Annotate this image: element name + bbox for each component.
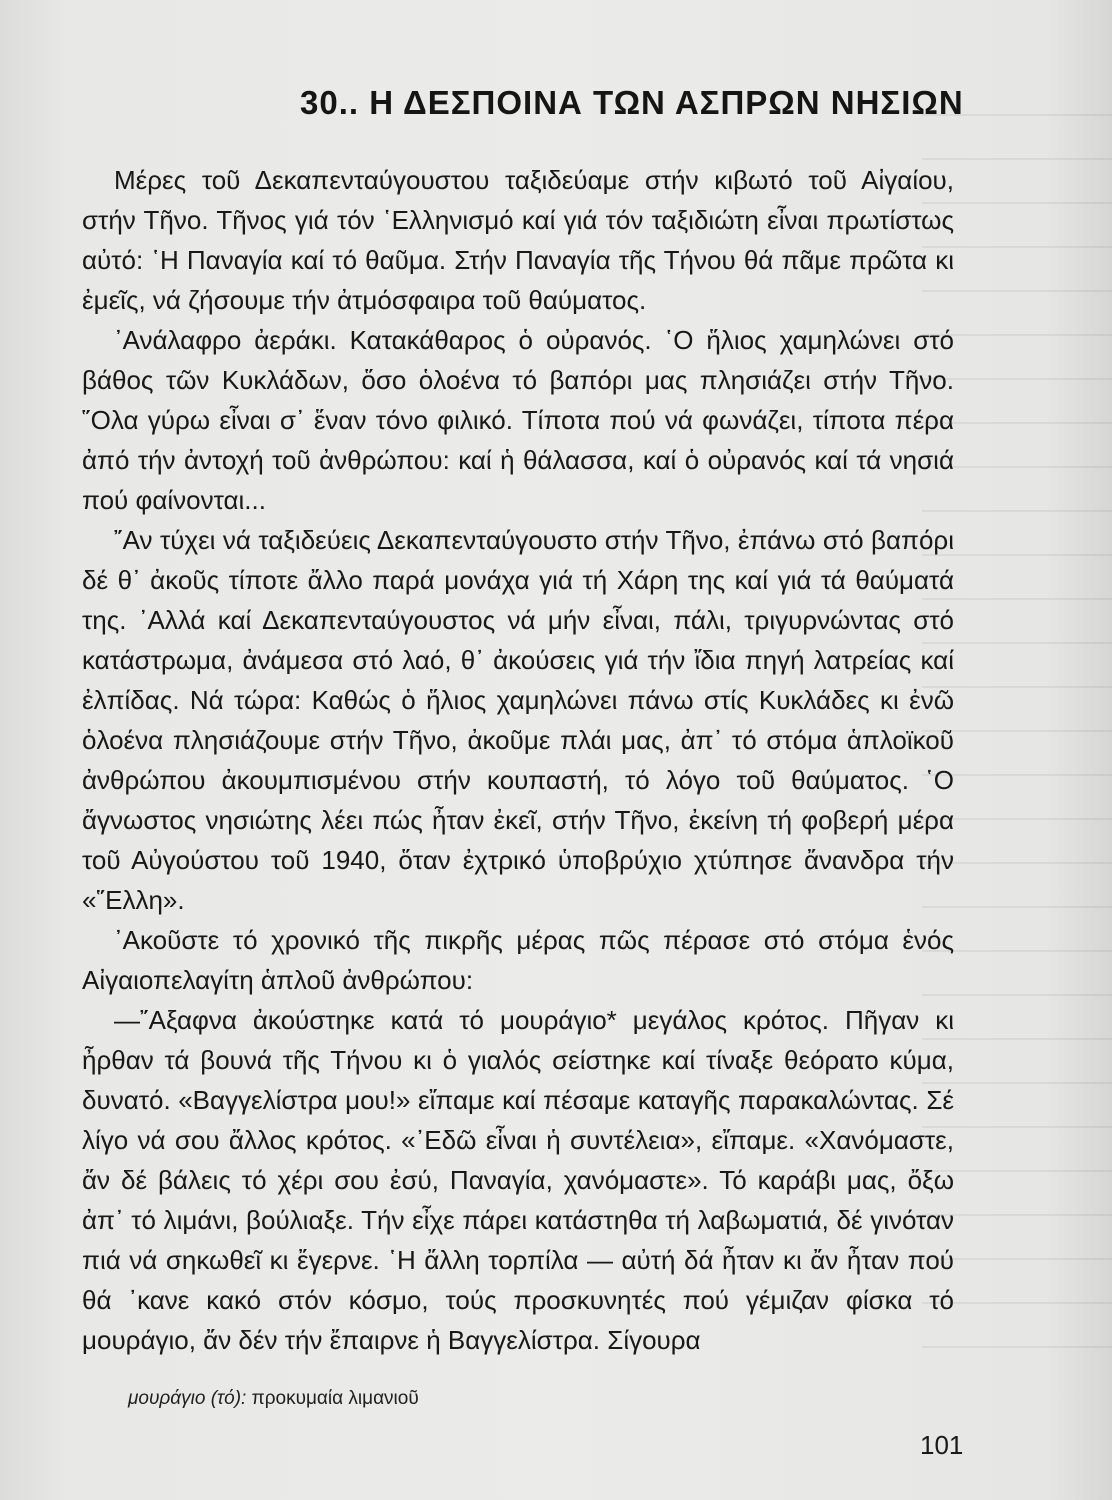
footnote-term: μουράγιο (τό): bbox=[128, 1388, 247, 1409]
paragraph: —῎Αξαφνα ἀκούστηκε κατά τό μουράγιο* μεγάλος κρότος. Πῆγαν κι ἦρθαν τά βουνά τῆς Τήνου κι ὁ γιαλός σείστηκε καί τίναξε θεόρατο κύμα, δυνατό. «Βαγγελίστρα μου!» εἴπαμε καί πέσαμε καταγῆς παρακαλώντας. Σέ λίγο νά σου ἄλλος κρότος. «᾿Εδῶ εἶναι ἡ συντέλεια», εἴπαμε. «Χανόμαστε, ἄν δέ βάλεις τό χέρι σου ἐσύ, Παναγία, χανόμαστε». Τό καράβι μας, ὄξω ἀπ᾿ τό λιμάνι, βούλιαξε. Τήν εἶχε πάρει κατάστηθα τή λαβωματιά, δέ γινόταν πιά νά σηκωθεῖ κι ἔγερνε. ῾Η ἄλλη τορπίλα — αὐτή δά ἦταν κι ἄν ἦταν πού θά ᾿κανε κακό στόν κόσμο, τούς προσκυνητές πού γέμιζαν φίσκα τό μουράγιο, ἄν δέν τήν ἔπαιρνε ἡ Βαγγελίστρα. Σίγουρα bbox=[82, 1005, 954, 1355]
page-number: 101 bbox=[920, 1430, 964, 1460]
chapter-title: 30.. Η ΔΕΣΠΟΙΝΑ ΤΩΝ ΑΣΠΡΩΝ ΝΗΣΙΩΝ bbox=[300, 84, 964, 121]
paragraph: Μέρες τοῦ Δεκαπενταύγουστου ταξιδεύαμε στήν κιβωτό τοῦ Αἰγαίου, στήν Τῆνο. Τῆνος γιά τόν ῾Ελληνισμό καί γιά τόν ταξιδιώτη εἶναι πρωτίστως αὐτό: ῾Η Παναγία καί τό θαῦμα. Στήν Παναγία τῆς Τήνου θά πᾶμε πρῶτα κι ἐμεῖς, νά ζήσουμε τήν ἀτμόσφαιρα τοῦ θαύματος. bbox=[82, 165, 954, 315]
footnote-definition: προκυμαία λιμανιοῦ bbox=[251, 1388, 419, 1409]
footnote bbox=[128, 1388, 419, 1410]
paragraph: ᾿Ακοῦστε τό χρονικό τῆς πικρῆς μέρας πῶς πέρασε στό στόμα ἑνός Αἰγαιοπελαγίτη ἁπλοῦ ἀνθρώπου: bbox=[82, 925, 954, 995]
paragraph: ᾿Ανάλαφρο ἀεράκι. Κατακάθαρος ὁ οὐρανός. ῾Ο ἥλιος χαμηλώνει στό βάθος τῶν Κυκλάδων, ὅσο ὁλοένα τό βαπόρι μας πλησιάζει στήν Τῆνο. ῞Ολα γύρω εἶναι σ᾿ ἕναν τόνο φιλικό. Τίποτα πού νά φωνάζει, τίποτα πέρα ἀπό τήν ἀντοχή τοῦ ἀνθρώπου: καί ἡ θάλασσα, καί ὁ οὐρανός καί τά νησιά πού φαίνονται... bbox=[82, 325, 954, 515]
body-text bbox=[82, 160, 954, 1360]
paragraph: ῎Αν τύχει νά ταξιδεύεις Δεκαπενταύγουστο στήν Τῆνο, ἐπάνω στό βαπόρι δέ θ᾿ ἀκοῦς τίποτε ἄλλο παρά μονάχα γιά τή Χάρη της καί γιά τά θαύματά της. ᾿Αλλά καί Δεκαπενταύγουστος νά μήν εἶναι, πάλι, τριγυρνώντας στό κατάστρωμα, ἀνάμεσα στό λαό, θ᾿ ἀκούσεις γιά τήν ἴδια πηγή λατρείας καί ἐλπίδας. Νά τώρα: Καθώς ὁ ἥλιος χαμηλώνει πάνω στίς Κυκλάδες κι ἐνῶ ὁλοένα πλησιάζουμε στήν Τῆνο, ἀκοῦμε πλάι μας, ἀπ᾿ τό στόμα ἁπλοϊκοῦ ἀνθρώπου ἀκουμπισμένου στήν κουπαστή, τό λόγο τοῦ θαύματος. ῾Ο ἄγνωστος νησιώτης λέει πώς ἦταν ἐκεῖ, στήν Τῆνο, ἐκείνη τή φοβερή μέρα τοῦ Αὐγούστου τοῦ 1940, ὅταν ἐχτρικό ὑποβρύχιο χτύπησε ἄνανδρα τήν «῞Ελλη». bbox=[82, 525, 954, 915]
